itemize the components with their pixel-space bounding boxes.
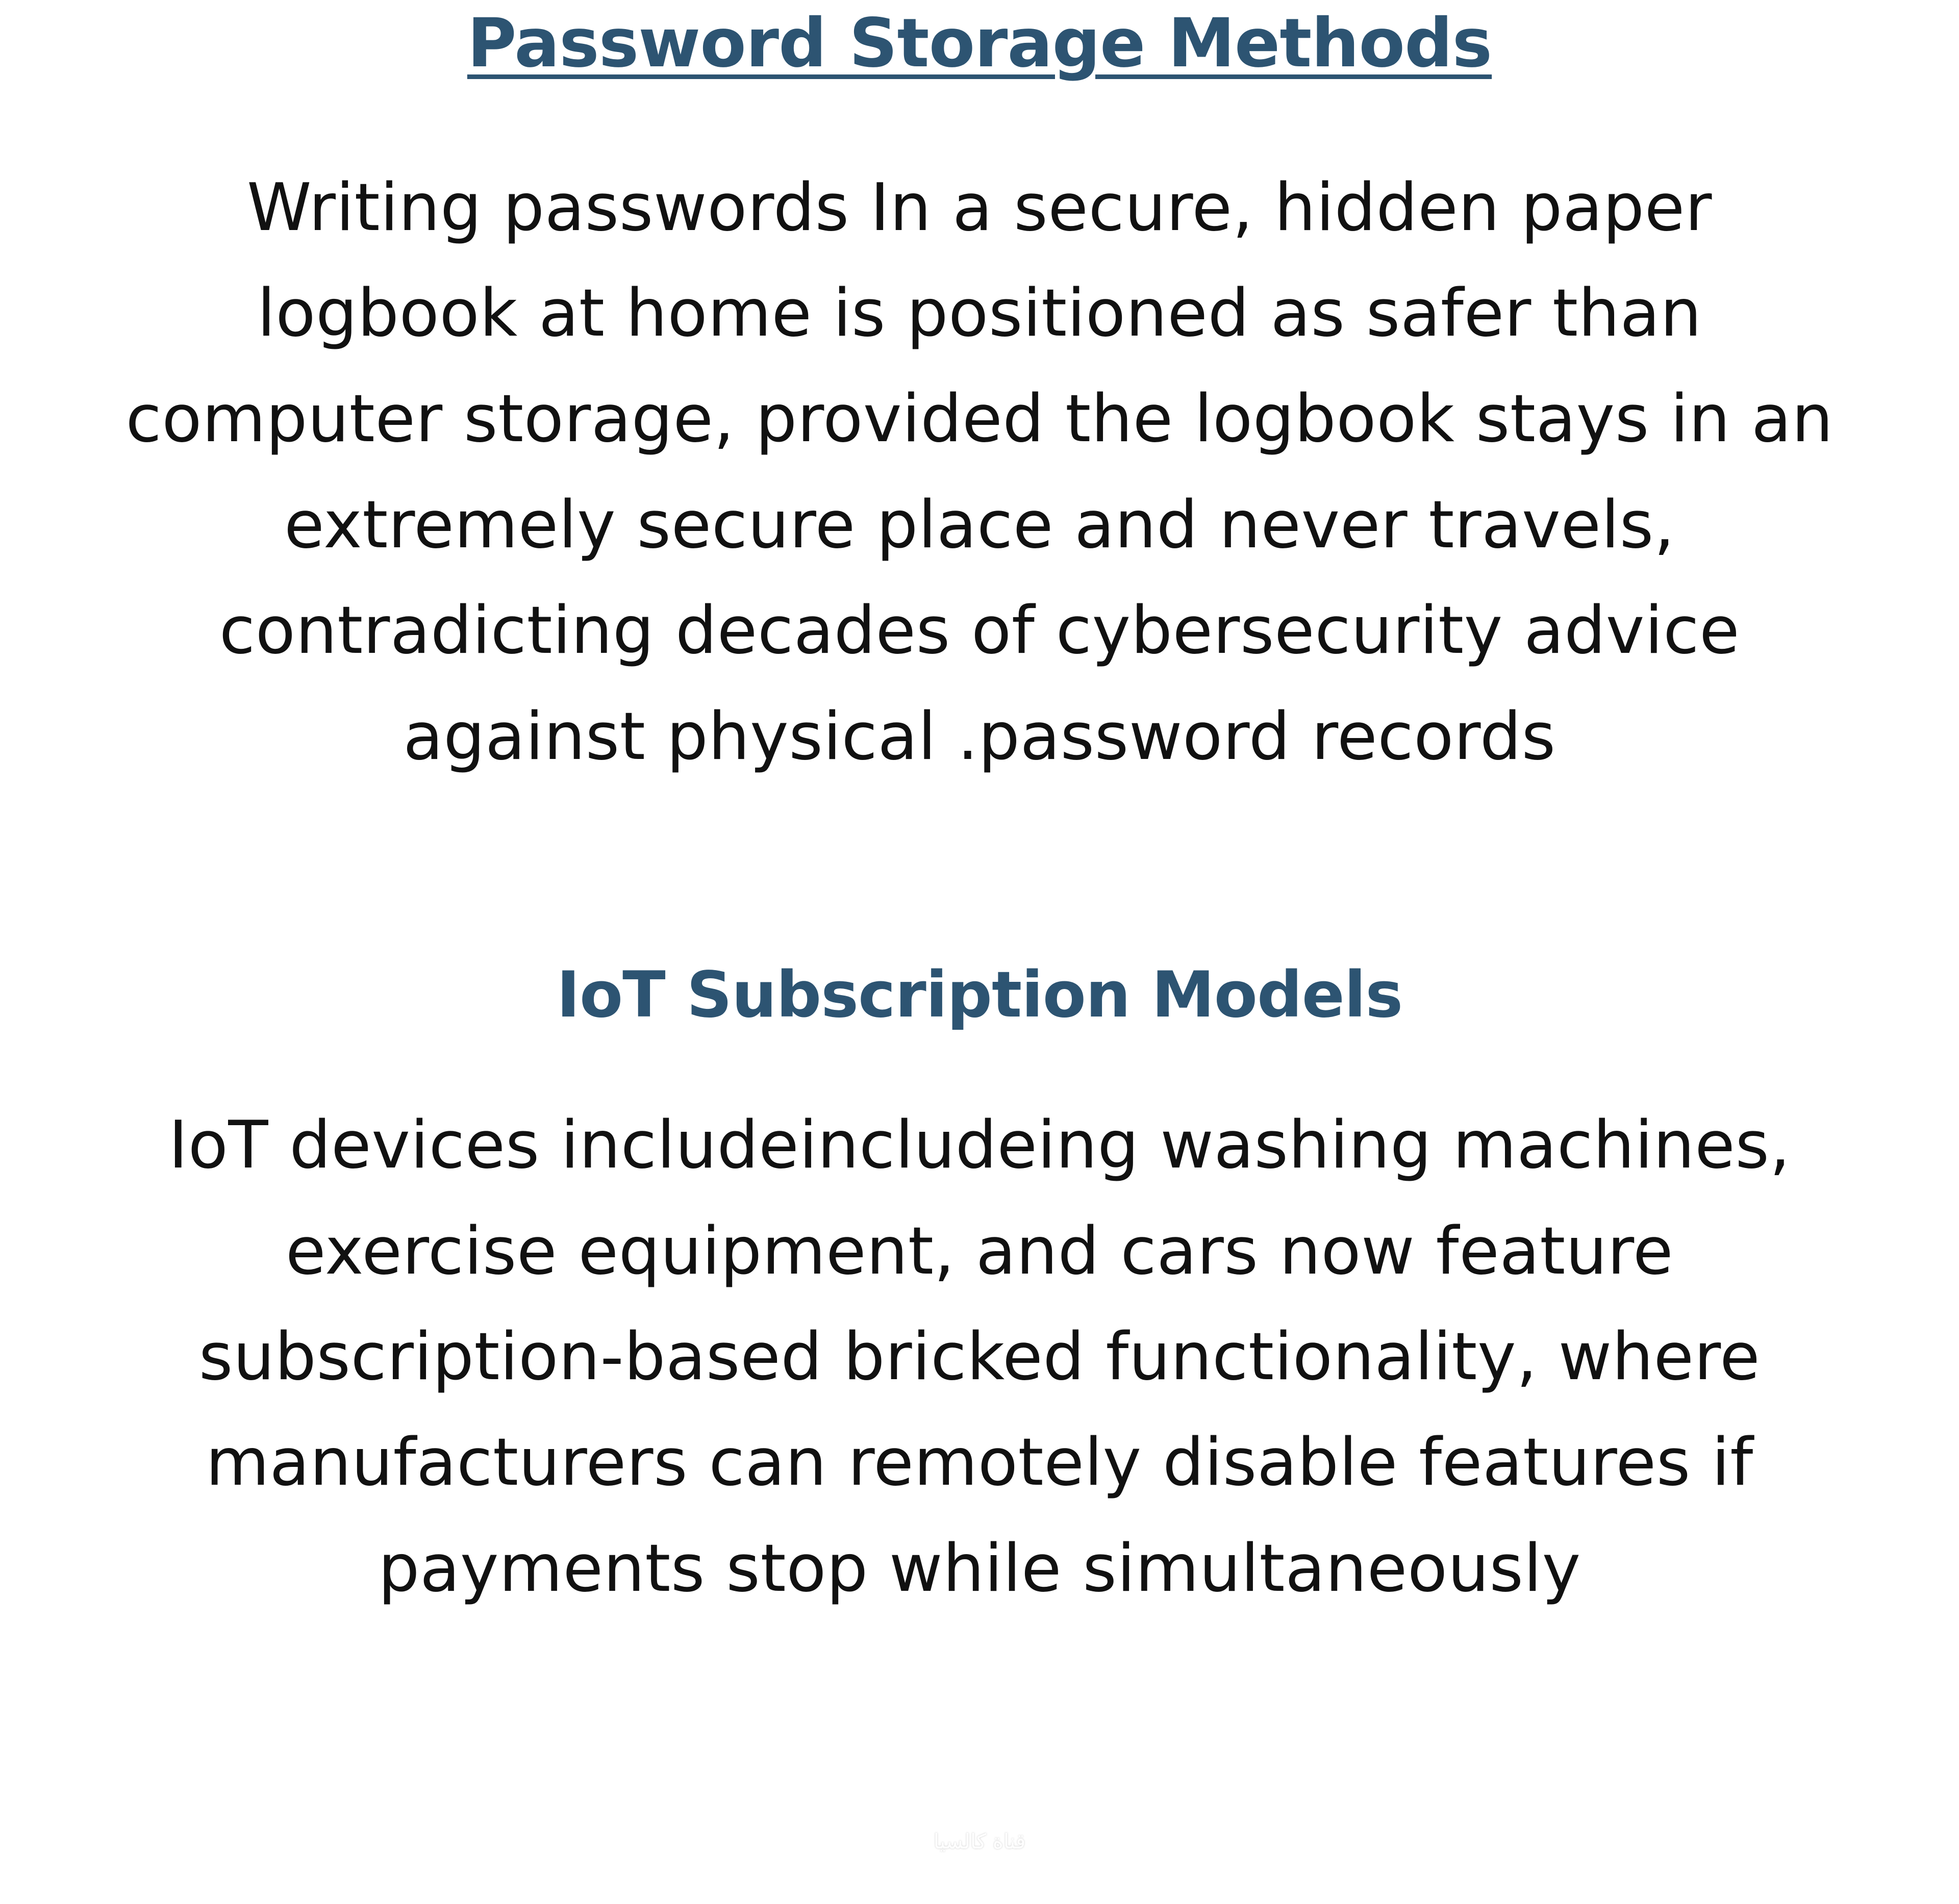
section-body-iot-subscription: IoT devices includeincludeing washing machines, exercise equipment, and cars now feature subscription-based bricked functionality, where manufacturers can remotely disable features if payments stop while simultaneously [168,1107,1791,1607]
section-heading-iot-subscription: IoT Subscription Models [556,958,1403,1032]
section-spacer [122,790,1837,958]
watermark-text: قناة كالسيا [933,1830,1026,1854]
section-iot-subscription [122,958,1837,1621]
section-heading-password-storage: Password Storage Methods [467,4,1492,83]
section-body-password-storage: Writing passwords In a secure, hidden paper logbook at home is positioned as safer than computer storage, provided the logbook stays in an extremely secure place and never travels, contradicting decades of cybersecurity advice against physical .password records [125,169,1834,775]
section-password-storage [122,0,1837,790]
